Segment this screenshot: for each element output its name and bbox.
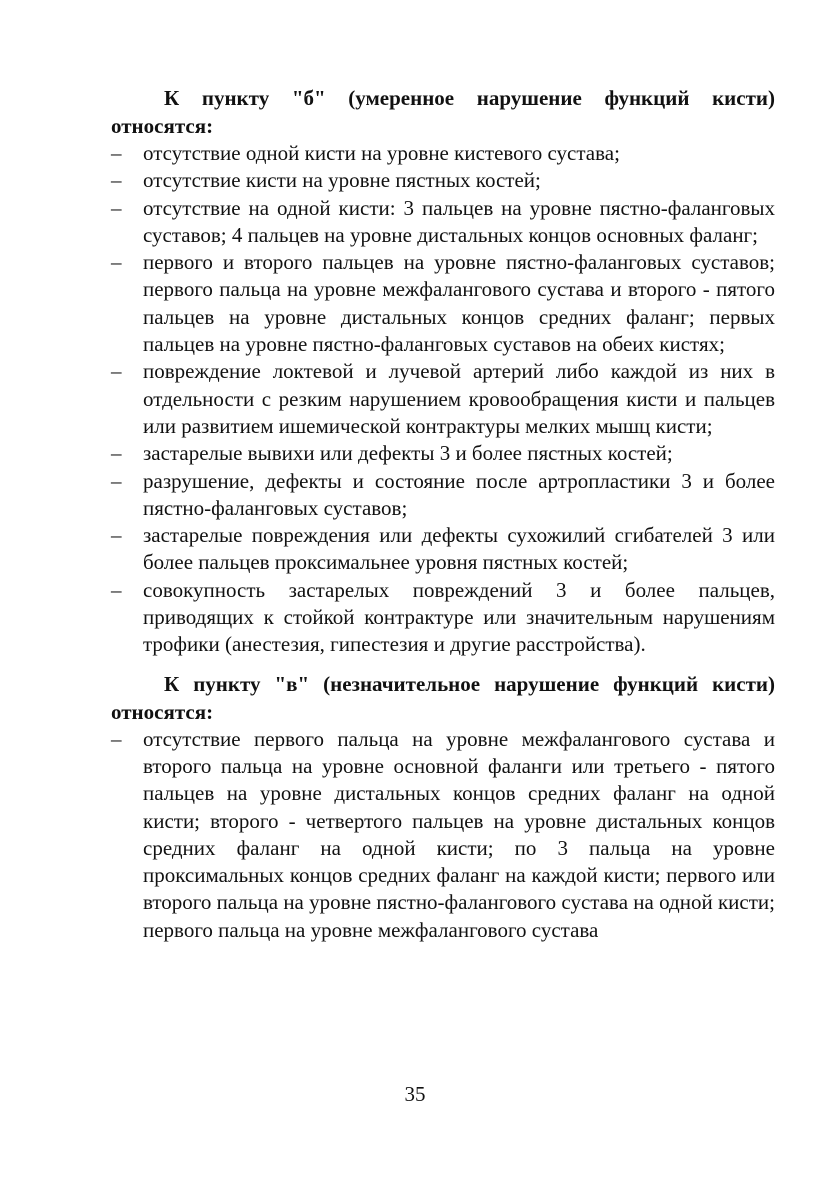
list-item	[111, 726, 775, 944]
dash-marker: –	[111, 195, 122, 220]
dash-marker: –	[111, 441, 122, 466]
dash-marker: –	[111, 141, 122, 165]
section-v-list	[111, 726, 775, 944]
list-item	[111, 468, 775, 523]
list-item-text: совокупность застарелых повреждений 3 и более пальцев, приводящих к стойкой контрактуре или значительным нарушениям трофики (анестезия, гипестезия и другие расстройства).	[143, 577, 775, 657]
list-item-text: повреждение локтевой и лучевой артерий либо каждой из них в отдельности с резким нарушением кровообращения кисти и пальцев или развитием ишемической контрактуры мелких мышц кисти;	[143, 359, 775, 438]
dash-marker: –	[111, 577, 122, 602]
section-b-list	[111, 140, 775, 659]
list-item	[111, 195, 775, 250]
dash-marker: –	[111, 523, 122, 548]
document-page	[111, 84, 775, 944]
list-item	[111, 140, 775, 167]
list-item-text: отсутствие первого пальца на уровне межфалангового сустава и второго пальца на уровне основной фаланги или третьего - пятого пальцев на уровне дистальных концов средних фаланг на одной кисти; второго - четвертого пальцев на уровне дистальных концов средних фаланг на одной кисти; по 3 пальца на уровне проксимальных концов средних фаланг на каждой кисти; первого или второго пальца на уровне пястно-фалангового сустава на одной кисти; первого пальца на уровне межфалангового сустава	[143, 726, 775, 942]
list-item-text: застарелые вывихи или дефекты 3 и более пястных костей;	[143, 441, 673, 466]
list-item	[111, 577, 775, 659]
dash-marker: –	[111, 359, 122, 384]
section-heading-v: К пункту "в" (незначительное нарушение функций кисти) относятся:	[111, 671, 775, 724]
list-item	[111, 522, 775, 577]
list-item-text: первого и второго пальцев на уровне пястно-фаланговых суставов; первого пальца на уровне межфалангового сустава и второго - пятого пальцев на уровне дистальных концов средних фаланг; первых пальцев на уровне пястно-фаланговых суставов на обеих кистях;	[143, 250, 775, 357]
dash-marker: –	[111, 250, 122, 275]
list-item	[111, 249, 775, 358]
list-item-text: отсутствие одной кисти на уровне кистевого сустава;	[143, 141, 620, 165]
list-item-text: отсутствие на одной кисти: 3 пальцев на уровне пястно-фаланговых суставов; 4 пальцев на уровне дистальных концов основных фаланг;	[143, 195, 775, 247]
dash-marker: –	[111, 468, 122, 493]
list-item	[111, 358, 775, 440]
list-item	[111, 167, 775, 194]
list-item-text: разрушение, дефекты и состояние после артропластики 3 и более пястно-фаланговых суставов;	[143, 468, 775, 520]
list-item-text: застарелые повреждения или дефекты сухожилий сгибателей 3 или более пальцев проксимальнее уровня пястных костей;	[143, 523, 775, 575]
section-heading-b: К пункту "б" (умеренное нарушение функций кисти) относятся:	[111, 86, 775, 138]
dash-marker: –	[111, 726, 122, 751]
list-item	[111, 440, 775, 467]
page-number: 35	[404, 1082, 426, 1106]
list-item-text: отсутствие кисти на уровне пястных костей;	[143, 168, 541, 193]
dash-marker: –	[111, 168, 122, 193]
